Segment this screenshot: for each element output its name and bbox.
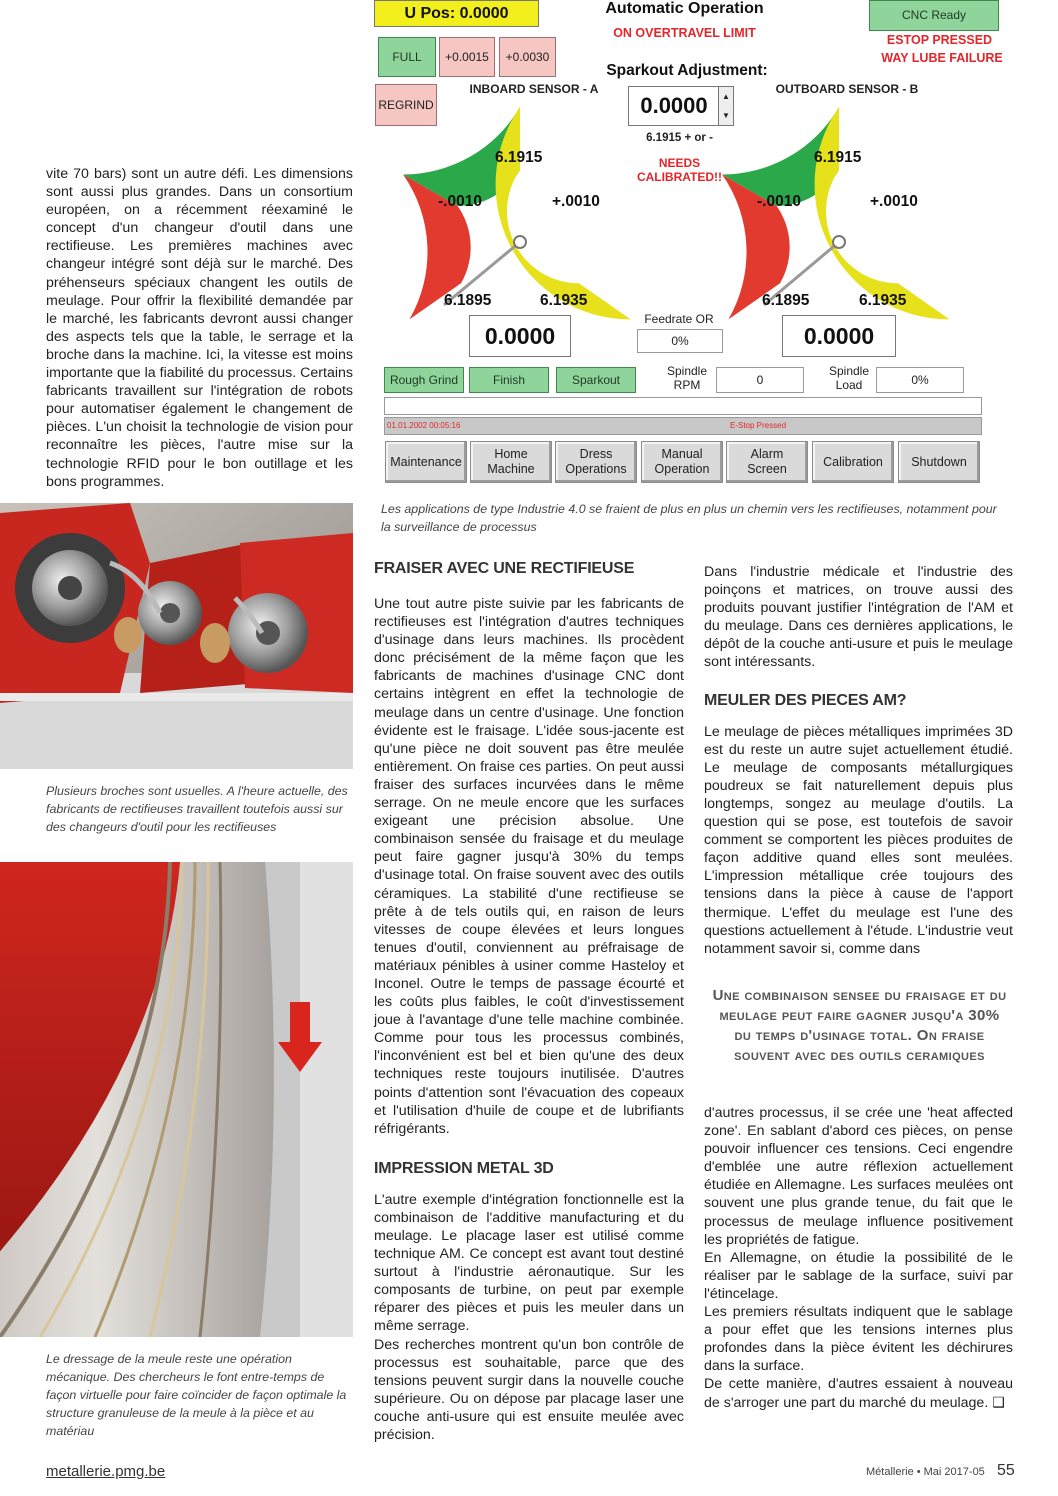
right-column-top xyxy=(704,563,1013,958)
paragraph-impression-1: L'autre exemple d'intégration fonctionnelle est la combinaison de l'additive manufacturing et du meulage. Le placage laser est utilisé comme technique AM. Ce concept est avant tout destiné surtout à l'industrie aéronautique. Sur les composants de turbine, on peut par exemple réparer des pièces et puis les meuler dans un même serrage. xyxy=(374,1191,684,1335)
gauge-a-left-label: -.0010 xyxy=(438,193,482,210)
overtravel-warning: ON OVERTRAVEL LIMIT xyxy=(613,26,756,40)
rough-grind-indicator: Rough Grind xyxy=(384,367,464,393)
message-bar xyxy=(384,397,982,415)
left-column-text: vite 70 bars) sont un autre défi. Les dimensions sont aussi plus grandes. Dans un consortium européen, on a récemment réexaminé le concept d'un changeur d'outil dans une rectifieuse. Les premières machines avec changeur intégré sont déjà sur le marché. Des préhenseurs spéciaux changent les outils de meulage. Pour offrir la flexibilité demandée par le marché, les fabricants devront aussi changer des aspects tels que la table, le serrage et la broche dans la machine. Ici, la vitesse est moins importante que la fiabilité du processus. Certains fabricants travaillent sur l'intégration de robots pour automatiser également le changement de pièces. L'un choisit la technologie de vision pour reconnaître les pièces, l'autre mise sur la technologie RFID pour le bon outillage et les bons programmes. xyxy=(46,166,353,490)
u-pos-display: U Pos: 0.0000 xyxy=(374,0,539,27)
footer-issue: Métallerie • Mai 2017-05 xyxy=(866,1466,985,1478)
pull-quote: Une combinaison sensee du fraisage et du meulage peut faire gagner jusqu'a 30% du temps d'usinage total. On fraise souvent avec des outils ceramiques xyxy=(712,987,1007,1064)
sparkout-indicator: Sparkout xyxy=(556,367,636,393)
paragraph-impression-2: Des recherches montrent qu'un bon contrôle de processus est souhaitable, parce que des tensions peuvent surgir dans la nouvelle couche supérieure. Ou on dépose par placage laser une couche anti-usure qui est ensuite meulée avec précision. xyxy=(374,1336,684,1444)
feedrate-value: 0% xyxy=(637,329,723,353)
gauge-a-yellow-zone xyxy=(496,107,631,319)
sparkout-input[interactable]: 0.0000 xyxy=(628,86,720,126)
spindle-photo-caption: Plusieurs broches sont usuelles. A l'heure actuelle, des fabricants de rectifieuses travaillent toutefois aussi sur des changeurs d'outil pour les rectifieuses xyxy=(46,784,348,834)
spindle-rpm-label-1: Spindle xyxy=(666,364,708,378)
spindle-load-label-1: Spindle xyxy=(828,364,870,378)
spindle-load-value: 0% xyxy=(876,367,964,393)
menu-home-machine[interactable]: Home Machine xyxy=(470,441,552,483)
spindle-rpm-label xyxy=(652,364,722,392)
gauge-a-right-label: +.0010 xyxy=(552,193,600,210)
menu-dress-operations[interactable]: Dress Operations xyxy=(555,441,637,483)
heading-meuler: MEULER DES PIECES AM? xyxy=(704,691,907,709)
spindle-rpm-value: 0 xyxy=(716,367,804,393)
status-bar xyxy=(384,417,982,435)
spindle-load-label xyxy=(814,364,884,392)
gauge-a-top-label: 6.1915 xyxy=(495,149,543,166)
inboard-sensor-label: INBOARD SENSOR - A xyxy=(469,82,599,96)
grinding-wheel-photo xyxy=(0,862,353,1337)
estop-warning: ESTOP PRESSED xyxy=(886,33,993,47)
gauge-b-bottom-right-label: 6.1935 xyxy=(859,292,907,309)
hmi-caption: Les applications de type Industrie 4.0 se fraient de plus en plus un chemin vers les rectifieuses, notamment pour la surveillance de processus xyxy=(381,502,997,534)
spin-up-icon[interactable]: ▲ xyxy=(722,92,730,101)
grinding-wheel-image xyxy=(0,862,353,1337)
status-message: E-Stop Pressed xyxy=(730,421,787,430)
gauge-a-readout: 0.0000 xyxy=(469,315,571,357)
hmi-screenshot xyxy=(372,0,1012,490)
paragraph-heat: d'autres processus, il se crée une 'heat affected zone'. En sablant d'abord ces pièces, on pense pouvoir influencer ces tensions. Ceci engendre d'emblée une autre réflexion actuellement étudiée en Allemagne. Les surfaces meulées ont souvent une plus grande tenue, du fait que le processus de meulage influence positivement les propriétés de fatigue. xyxy=(704,1105,1013,1248)
tolerance-label: 6.1915 + or - xyxy=(646,132,713,144)
gauge-b xyxy=(722,107,949,319)
right-column-bottom xyxy=(704,1104,1013,1412)
gauge-b-readout: 0.0000 xyxy=(782,315,896,357)
sparkout-adjustment-label: Sparkout Adjustment: xyxy=(606,62,768,79)
paragraph-allemagne: En Allemagne, on étudie la possibilité de le réaliser par le sablage de la surface, suivi par l'étincelage. xyxy=(704,1249,1013,1302)
menu-manual-operation[interactable]: Manual Operation xyxy=(641,441,723,483)
outboard-sensor-label: OUTBOARD SENSOR - B xyxy=(775,82,919,96)
paragraph-medical: Dans l'industrie médicale et l'industrie des poinçons et matrices, on trouve aussi des produits pouvant justifier l'intégration de l'AM et du meulage. Dans ces dernières applications, le dépôt de la couche anti-usure et puis le meulage sont intéressants. xyxy=(704,564,1013,671)
gauge-a-bottom-right-label: 6.1935 xyxy=(540,292,588,309)
full-button[interactable]: FULL xyxy=(378,37,436,77)
gauge-b-top-label: 6.1915 xyxy=(814,149,862,166)
paragraph-fraiser: Une tout autre piste suivie par les fabricants de rectifieuses est l'intégration d'autres techniques d'usinage dans leurs machines. Ils procèdent donc précisément de la même façon que les fabricants de machines d'usinage CNC dont certains intègrent en effet la technologie de meulage dans un centre d'usinage. Une fonction évidente est le fraisage. L'idée sous-jacente est qu'une pièce ne doit souvent pas être meulée entièrement. On fraise ces parties. On peut aussi fraiser des surfaces incurvées dans le même serrage. On ne meule encore que les surfaces exigeant une précision absolue. Une combinaison sensée du fraisage et du meulage peut faire gagner jusqu'à 30% du temps d'usinage total. On fraise souvent avec des outils céramiques. La stabilité d'une rectifieuse se prête à de tels outils qui, en raison de leurs vitesses de coupe élevées et leurs longues tenues d'outil, conviennent au préfraisage de matériaux pénibles à usiner comme Hasteloy et Inconel. Outre le temps de passage écourté et les coûts plus faibles, le coût d'investissement joue à l'avantage d'une telle machine combinée. Comme pour tous les processus combinés, l'inconvénient est bel et bien qu'une des deux techniques reste toujours inutilisée. D'autres points d'attention sont l'évacuation des copeaux et l'utilisation d'huile de coupe et de lubrifiants réfrigérants. xyxy=(374,596,684,1137)
paragraph-meuler: Le meulage de pièces métalliques imprimées 3D est du reste un autre sujet actuellement étudié. Le meulage de composants métallurgiques poudreux se fait naturellement depuis plus longtemps, songez au meulage d'outils. La question qui se pose, est toutefois de savoir comment se comportent les pièces produites de façon additive quand elles sont meulées. L'impression métallique crée toujours des tensions dans la pièce à cause de l'apport thermique. L'effet du meulage est l'une des questions actuellement à l'étude. L'industrie veut notamment savoir si, comme dans xyxy=(704,723,1013,957)
gauge-a-hub xyxy=(514,236,526,248)
status-time: 01.01.2002 00:05:16 xyxy=(387,421,461,430)
menu-maintenance[interactable]: Maintenance xyxy=(385,441,467,483)
feedrate-label: Feedrate OR xyxy=(644,312,714,326)
paragraph-resultats: Les premiers résultats indiquent que le sablage a pour effet que les tensions internes plus profondes dans la pièce évitent les déchirures dans la surface. xyxy=(704,1304,1013,1375)
spindle-photo xyxy=(0,503,353,769)
spindle-load-label-2: Load xyxy=(835,378,863,392)
regrind-button[interactable]: REGRIND xyxy=(375,84,437,126)
gauge-b-left-label: -.0010 xyxy=(757,193,801,210)
footer-url[interactable]: metallerie.pmg.be xyxy=(46,1463,166,1480)
screen-title: Automatic Operation xyxy=(605,0,764,17)
spindle-photo-image xyxy=(0,503,353,769)
heading-fraiser: FRAISER AVEC UNE RECTIFIEUSE xyxy=(374,560,635,577)
middle-column xyxy=(374,560,684,1444)
cnc-ready-indicator: CNC Ready xyxy=(869,0,999,31)
spindle-rpm-label-2: RPM xyxy=(673,378,701,392)
gauge-b-bottom-left-label: 6.1895 xyxy=(762,292,810,309)
gauge-b-right-label: +.0010 xyxy=(870,193,918,210)
gauge-a xyxy=(403,107,630,319)
spin-down-icon[interactable]: ▼ xyxy=(722,111,730,120)
paragraph-conclusion: De cette manière, d'autres essaient à nouveau de s'arroger une part du marché du meulage. ❑ xyxy=(704,1376,1013,1411)
gauge-a-bottom-left-label: 6.1895 xyxy=(444,292,492,309)
needs-calibrated-2: CALIBRATED!! xyxy=(636,170,723,184)
heading-impression: IMPRESSION METAL 3D xyxy=(374,1159,554,1177)
plus-0030-button[interactable]: +0.0030 xyxy=(499,37,556,77)
page-number: 55 xyxy=(997,1462,1015,1479)
menu-shutdown[interactable]: Shutdown xyxy=(898,441,980,483)
menu-calibration[interactable]: Calibration xyxy=(812,441,894,483)
way-lube-warning: WAY LUBE FAILURE xyxy=(881,51,1003,65)
menu-alarm-screen[interactable]: Alarm Screen xyxy=(726,441,808,483)
needs-calibrated-1: NEEDS xyxy=(658,156,701,170)
gauge-b-hub xyxy=(833,236,845,248)
finish-indicator: Finish xyxy=(469,367,549,393)
gauge-b-yellow-zone xyxy=(815,107,950,319)
grinding-wheel-caption: Le dressage de la meule reste une opération mécanique. Des chercheurs le font entre-temps de façon virtuelle pour faire coïncider de façon optimale la structure granuleuse de la meule à la pièce et au matériau xyxy=(46,1352,347,1438)
plus-0015-button[interactable]: +0.0015 xyxy=(439,37,495,77)
